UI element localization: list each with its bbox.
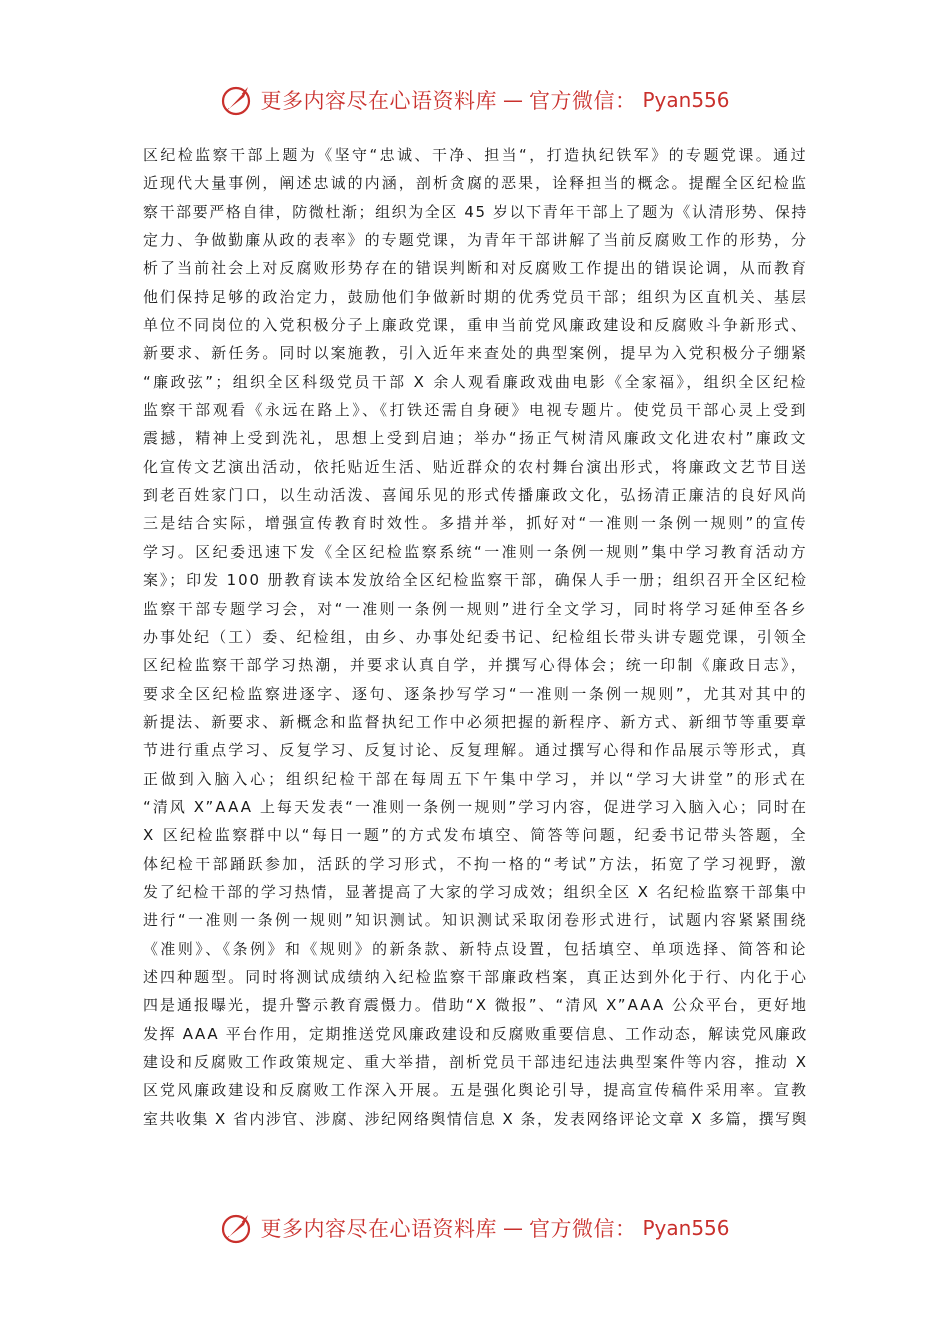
banner-title: 更多内容尽在心语资料库 — [260, 89, 497, 113]
text-line: 进行“一准则一条例一规则”知识测试。知识测试采取闭卷形式进行，试题内容紧紧围绕 — [143, 911, 808, 930]
text-line: 节进行重点学习、反复学习、反复讨论、反复理解。通过撰写心得和作品展示等形式，真 — [143, 741, 808, 760]
text-line: 述四种题型。同时将测试成绩纳入纪检监察干部廉政档案，真正达到外化于行、内化于心 — [143, 967, 808, 986]
banner-account-id: Pyan556 — [642, 88, 730, 112]
text-line: 他们保持足够的政治定力，鼓励他们争做新时期的优秀党员干部；组织为区直机关、基层 — [143, 287, 808, 306]
text-line: 区纪检监察干部上题为《坚守“忠诚、干净、担当“，打造执纪铁军》的专题党课。通过 — [143, 146, 808, 164]
quill-logo-icon — [220, 83, 254, 117]
text-line: 单位不同岗位的入党积极分子上廉政党课，重申当前党风廉政建设和反腐败斗争新形式、 — [143, 316, 808, 335]
text-line: 定力、争做勤廉从政的表率》的专题党课，为青年干部讲解了当前反腐败工作的形势，分 — [143, 231, 808, 250]
text-line: 发挥 AAA 平台作用，定期推送党风廉政建设和反腐败重要信息、工作动态，解读党风廉政 — [143, 1024, 808, 1043]
text-line: 监察干部专题学习会，对“一准则一条例一规则”进行全文学习，同时将学习延伸至各乡 — [143, 599, 808, 618]
footer-banner — [0, 1208, 950, 1248]
text-line: 近现代大量事例，阐述忠诚的内涵，剖析贪腐的恶果，诠释担当的概念。提醒全区纪检监 — [143, 174, 808, 193]
banner-account-label: 官方微信： — [528, 1217, 637, 1241]
banner-separator: — — [502, 1216, 523, 1240]
text-line: 析了当前社会上对反腐败形势存在的错误判断和对反腐败工作提出的错误论调，从而教育 — [143, 259, 808, 278]
text-line: 新提法、新要求、新概念和监督执纪工作中必须把握的新程序、新方式、新细节等重要章 — [143, 712, 808, 731]
text-line: 区党风廉政建设和反腐败工作深入开展。五是强化舆论引导，提高宣传稿件采用率。宣教 — [143, 1081, 808, 1100]
text-line: 学习。区纪委迅速下发《全区纪检监察系统“一准则一条例一规则”集中学习教育活动方 — [143, 542, 808, 561]
text-line: 室共收集 X 省内涉官、涉腐、涉纪网络舆情信息 X 条，发表网络评论文章 X 多篇，撰写舆 — [143, 1109, 808, 1128]
text-line: 发了纪检干部的学习热情，显著提高了大家的学习成效；组织全区 X 名纪检监察干部集中 — [143, 882, 808, 901]
text-line: “廉政弦”；组织全区科级党员干部 X 余人观看廉政戏曲电影《全家福》，组织全区纪检 — [143, 372, 808, 391]
header-banner — [0, 80, 950, 120]
text-line: 四是通报曝光，提升警示教育震慑力。借助“X 微报”、“清风 X”AAA 公众平台，更好地 — [143, 996, 808, 1015]
text-line: 区纪检监察干部学习热潮，并要求认真自学，并撰写心得体会；统一印制《廉政日志》， — [143, 656, 808, 675]
text-line: 正做到入脑入心；组织纪检干部在每周五下午集中学习，并以“学习大讲堂”的形式在 — [143, 769, 808, 788]
text-line: 监察干部观看《永远在路上》、《打铁还需自身硬》电视专题片。使党员干部心灵上受到 — [143, 401, 808, 420]
text-line: 《准则》、《条例》和《规则》的新条款、新特点设置，包括填空、单项选择、简答和论 — [143, 939, 808, 958]
text-line: X 区纪检监察群中以“每日一题”的方式发布填空、简答等问题，纪委书记带头答题，全 — [143, 826, 808, 845]
text-line: “清风 X”AAA 上每天发表“一准则一条例一规则”学习内容，促进学习入脑入心；同时在 — [143, 797, 808, 816]
text-line: 察干部要严格自律，防微杜渐；组织为全区 45 岁以下青年干部上了题为《认清形势、保持 — [143, 202, 808, 221]
banner-separator: — — [502, 88, 523, 112]
text-line: 震撼，精神上受到洗礼，思想上受到启迪；举办“扬正气树清风廉政文化进农村”廉政文 — [143, 429, 808, 448]
text-line: 化宣传文艺演出活动，依托贴近生活、贴近群众的农村舞台演出形式，将廉政文艺节目送 — [143, 457, 808, 476]
banner-account-id: Pyan556 — [642, 1216, 730, 1240]
text-line: 建设和反腐败工作政策规定、重大举措，剖析党员干部违纪违法典型案件等内容，推动 X — [143, 1053, 808, 1071]
text-line: 要求全区纪检监察进逐字、逐句、逐条抄写学习“一准则一条例一规则”，尤其对其中的 — [143, 684, 808, 703]
document-body — [143, 141, 808, 1133]
text-line: 案》；印发 100 册教育读本发放给全区纪检监察干部，确保人手一册；组织召开全区纪检 — [143, 571, 808, 590]
text-line: 体纪检干部踊跃参加，活跃的学习形式，不拘一格的“考试”方法，拓宽了学习视野，激 — [143, 854, 808, 873]
text-line: 办事处纪（工）委、纪检组，由乡、办事处纪委书记、纪检组长带头讲专题党课，引领全 — [143, 627, 808, 646]
banner-account-label: 官方微信： — [528, 89, 637, 113]
text-line: 三是结合实际，增强宣传教育时效性。多措并举，抓好对“一准则一条例一规则”的宣传 — [143, 514, 808, 533]
quill-logo-icon — [220, 1211, 254, 1245]
text-line: 到老百姓家门口，以生动活泼、喜闻乐见的形式传播廉政文化，弘扬清正廉洁的良好风尚 — [143, 486, 808, 505]
text-line: 新要求、新任务。同时以案施教，引入近年来查处的典型案例，提早为入党积极分子绷紧 — [143, 344, 808, 363]
banner-title: 更多内容尽在心语资料库 — [260, 1217, 497, 1241]
